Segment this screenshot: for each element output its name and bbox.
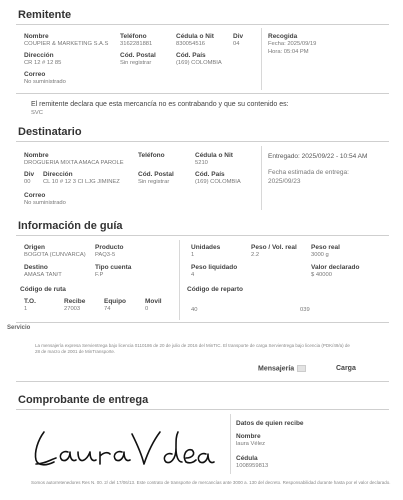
fecha-estimada-entrega: Fecha estimada de entrega: 2025/09/23	[268, 169, 349, 185]
valor-declarado-label: Valor declarado	[311, 264, 360, 271]
producto-value: PAQ3-5	[95, 252, 116, 258]
signature-image	[20, 418, 220, 482]
divider	[16, 322, 389, 323]
mensajeria-option[interactable]	[258, 365, 306, 372]
mensajeria-checkbox[interactable]	[297, 365, 306, 372]
peso-real-value: 3000 g	[311, 252, 329, 258]
destino-label: Destino	[24, 264, 48, 271]
equipo-label: Equipo	[104, 298, 127, 305]
destinatario-title: Destinatario	[18, 126, 82, 138]
destinatario-cod-postal: Sin registrar	[138, 179, 170, 185]
destinatario-nombre-label: Nombre	[24, 152, 49, 159]
producto-label: Producto	[95, 244, 124, 251]
carga-option[interactable]	[336, 365, 356, 372]
remitente-cedula: 830054516	[176, 41, 206, 47]
recibe-value: 27003	[64, 306, 81, 312]
divider	[16, 381, 389, 382]
valor-declarado-value: $ 40000	[311, 272, 332, 278]
remitente-correo-label: Correo	[24, 71, 46, 78]
recogida-hora: Hora: 05:04 PM	[268, 49, 309, 55]
remitente-div: 04	[233, 41, 240, 47]
declaracion-contenido: SVC	[31, 110, 43, 116]
comprobante-nombre: laura Vélez	[236, 441, 266, 447]
destinatario-div: 00	[24, 179, 31, 185]
divider	[16, 93, 389, 94]
mensajeria-label: Mensajería	[258, 365, 295, 373]
destinatario-direccion: CL 10 # 12 3 CI LJG JIMINEZ	[43, 179, 120, 185]
divider	[261, 28, 262, 90]
remitente-cod-postal-label: Cód. Postal	[120, 52, 156, 59]
comprobante-cedula-label: Cédula	[236, 455, 258, 462]
divider	[16, 235, 389, 236]
divider	[16, 141, 389, 142]
movil-value: 0	[145, 306, 149, 312]
remitente-direccion-label: Dirección	[24, 52, 54, 59]
divider	[179, 240, 180, 320]
peso-vol-value: 2.2	[251, 252, 260, 258]
peso-real-label: Peso real	[311, 244, 340, 251]
codigo-ruta-label: Código de ruta	[20, 286, 66, 293]
destinatario-cedula: 5210	[195, 160, 208, 166]
comprobante-title: Comprobante de entrega	[18, 394, 149, 406]
destinatario-cod-pais-label: Cód. País	[195, 171, 225, 178]
comprobante-cedula: 1008959813	[236, 463, 269, 469]
remitente-div-label: Div	[233, 33, 244, 40]
to-value: 1	[24, 306, 28, 312]
peso-vol-label: Peso / Vol. real	[251, 244, 297, 251]
destinatario-cod-pais: (169) COLOMBIA	[195, 179, 241, 185]
servicio-label: Servicio	[7, 325, 31, 331]
destinatario-direccion-label: Dirección	[43, 171, 73, 178]
remitente-nombre: COUPIER & MARKETING S.A.S	[24, 41, 109, 47]
remitente-title: Remitente	[18, 9, 72, 21]
remitente-nombre-label: Nombre	[24, 33, 49, 40]
divider	[261, 146, 262, 210]
entregado-fecha: Entregado: 2025/09/22 - 10:54 AM	[268, 153, 368, 160]
comprobante-footer: Somos autorretenedores Res N. 00. 2/ del 17/06/13. Este contrato de transporte de mercancías ante 3000 a. 130 del decreto. Responsabilidad durante hasta por el valor declarado.	[31, 480, 391, 485]
remitente-cod-postal: Sin registrar	[120, 60, 152, 66]
destinatario-correo-label: Correo	[24, 192, 46, 199]
divider	[230, 414, 231, 474]
datos-recibe-label: Datos de quien recibe	[236, 420, 304, 427]
remitente-cod-pais-label: Cód. País	[176, 52, 206, 59]
unidades-label: Unidades	[191, 244, 221, 251]
tipo-cuenta-value: F.P	[95, 272, 104, 278]
destinatario-telefono-label: Teléfono	[138, 152, 165, 159]
comprobante-nombre-label: Nombre	[236, 433, 261, 440]
guia-title: Información de guía	[18, 220, 123, 232]
peso-liquidado-label: Peso liquidado	[191, 264, 238, 271]
movil-label: Movil	[145, 298, 162, 305]
remitente-telefono-label: Teléfono	[120, 33, 147, 40]
codigo-reparto-1: 40	[191, 307, 198, 313]
recogida-label: Recogida	[268, 33, 298, 40]
destinatario-cedula-label: Cédula o Nit	[195, 152, 233, 159]
recogida-fecha: Fecha: 2025/09/19	[268, 41, 317, 47]
destinatario-nombre: DROGUERIA MIXTA AMACA PAROLE	[24, 160, 124, 166]
tipo-cuenta-label: Tipo cuenta	[95, 264, 132, 271]
unidades-value: 1	[191, 252, 195, 258]
remitente-correo: No suministrado	[24, 79, 66, 85]
declaracion-text: El remitente declara que esta mercancía no es contrabando y que su contenido es:	[31, 101, 289, 108]
divider	[16, 409, 389, 410]
origen-label: Origen	[24, 244, 45, 251]
destinatario-correo: No suministrado	[24, 200, 66, 206]
remitente-direccion: CR 12 # 12 85	[24, 60, 62, 66]
servicio-legal-text: La mensajería expresa Servientrega bajo licencia 0110186 de 20 de julio de 2016 del MinTIC. El transporte de carga Servientrega bajo licencia (PDK/49/a) de 28 de marzo de 2001 de MinTransporte.	[35, 343, 350, 354]
remitente-telefono: 3162281881	[120, 41, 153, 47]
destinatario-cod-postal-label: Cód. Postal	[138, 171, 174, 178]
codigo-reparto-2: 039	[300, 307, 310, 313]
peso-liquidado-value: 4	[191, 272, 195, 278]
recibe-label: Recibe	[64, 298, 86, 305]
codigo-reparto-label: Código de reparto	[187, 286, 243, 293]
remitente-cedula-label: Cédula o Nit	[176, 33, 214, 40]
origen-value: BOGOTA (CUNVARCA)	[24, 252, 86, 258]
destino-value: AMASA TAN/T	[24, 272, 62, 278]
equipo-value: 74	[104, 306, 111, 312]
carga-label: Carga	[336, 365, 356, 372]
remitente-cod-pais: (169) COLOMBIA	[176, 60, 222, 66]
destinatario-div-label: Div	[24, 171, 35, 178]
divider	[16, 24, 389, 25]
to-label: T.O.	[24, 298, 36, 305]
